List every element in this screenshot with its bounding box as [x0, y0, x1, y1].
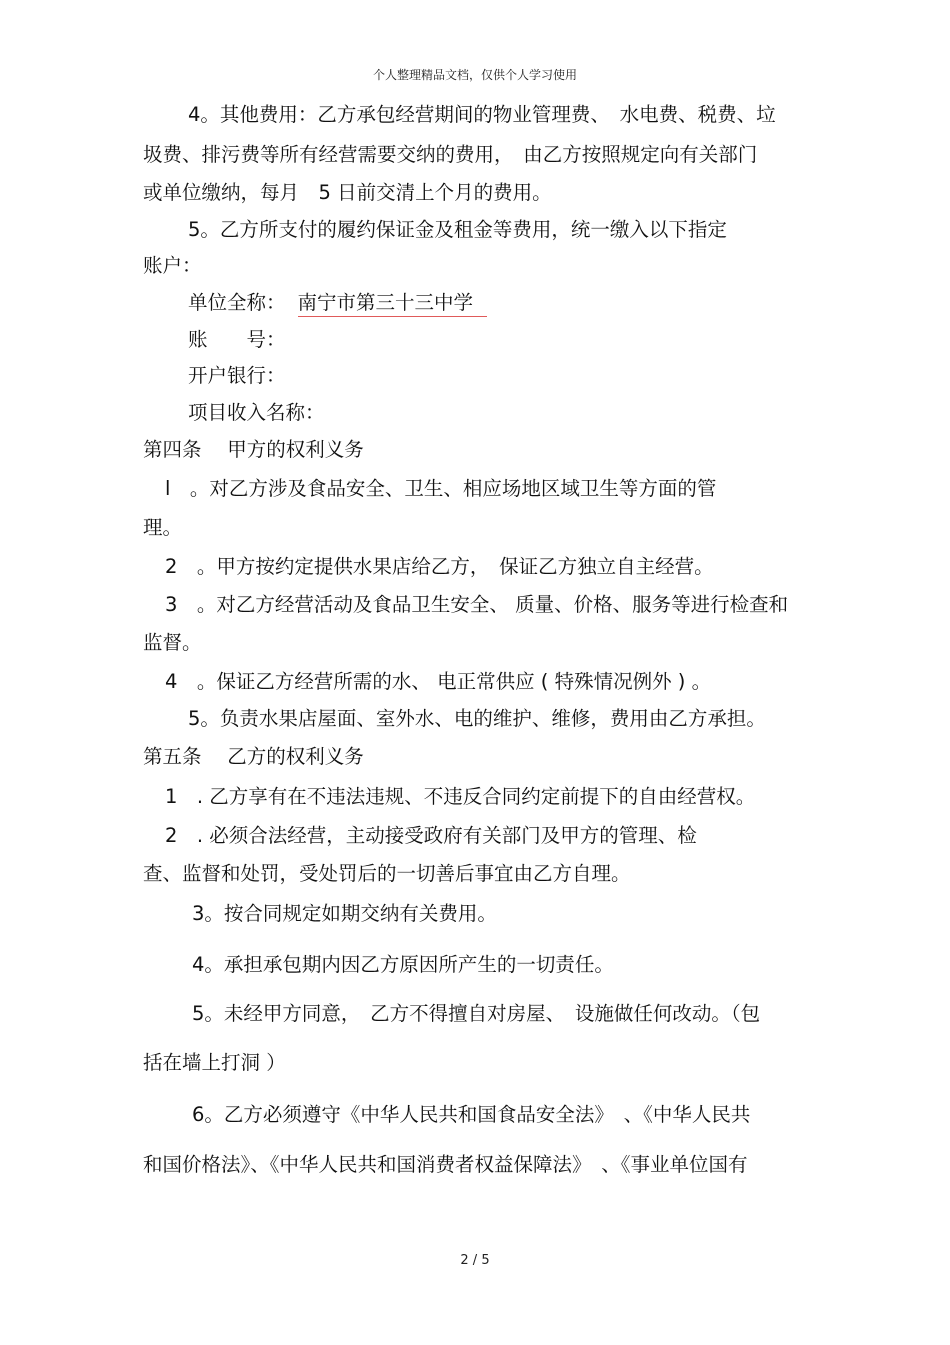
- paragraph-line: 4 。保证乙方经营所需的水、 电正常供应 ( 特殊情况例外 ) 。: [165, 670, 712, 693]
- paragraph-line: 1 . 乙方享有在不违法违规、不违反合同约定前提下的自由经营权。: [165, 785, 756, 808]
- project-income-label: 项目收入名称：: [188, 401, 325, 424]
- paragraph-line: 账户：: [143, 254, 202, 277]
- paragraph-line: 4。其他费用：乙方承包经营期间的物业管理费、 水电费、税费、垃: [188, 103, 776, 126]
- paragraph-line: 监督。: [143, 631, 202, 654]
- paragraph-line: 查、监督和处罚，受处罚后的一切善后事宜由乙方自理。: [143, 862, 631, 885]
- paragraph-line: 3。按合同规定如期交纳有关费用。: [192, 902, 497, 925]
- page-header-note: 个人整理精品文档，仅供个人学习使用: [372, 68, 577, 82]
- paragraph-line: l 。对乙方涉及食品安全、卫生、相应场地区域卫生等方面的管: [165, 477, 717, 500]
- paragraph-line: 或单位缴纳，每月 5 日前交清上个月的费用。: [143, 181, 552, 204]
- paragraph-line: 4。承担承包期内因乙方原因所产生的一切责任。: [192, 953, 614, 976]
- paragraph-line: 括在墙上打洞 ）: [143, 1051, 286, 1074]
- paragraph-line: 圾费、排污费等所有经营需要交纳的费用， 由乙方按照规定向有关部门: [143, 143, 758, 166]
- section-heading: 第五条 乙方的权利义务: [143, 745, 364, 768]
- paragraph-line: 3 。对乙方经营活动及食品卫生安全、 质量、价格、服务等进行检查和: [165, 593, 789, 616]
- account-unit-value: 南宁市第三十三中学: [298, 291, 488, 317]
- paragraph-line: 2 。甲方按约定提供水果店给乙方， 保证乙方独立自主经营。: [165, 555, 714, 578]
- paragraph-line: 理。: [143, 516, 183, 539]
- account-unit-row: [188, 291, 487, 315]
- paragraph-line: 5。负责水果店屋面、室外水、电的维护、维修，费用由乙方承担。: [188, 707, 766, 730]
- paragraph-line: 2 . 必须合法经营，主动接受政府有关部门及甲方的管理、检: [165, 824, 697, 847]
- paragraph-line: 和国价格法》、《中华人民共和国消费者权益保障法》 、《事业单位国有: [143, 1153, 748, 1176]
- page-number: 2 / 5: [460, 1253, 490, 1268]
- paragraph-line: 6。乙方必须遵守《中华人民共和国食品安全法》 、《中华人民共: [192, 1103, 751, 1126]
- account-unit-label: 单位全称：: [188, 291, 286, 314]
- section-heading: 第四条 甲方的权利义务: [143, 438, 364, 461]
- bank-label: 开户银行：: [188, 364, 286, 387]
- account-number-label: 账 号：: [188, 328, 286, 351]
- paragraph-line: 5。乙方所支付的履约保证金及租金等费用，统一缴入以下指定: [188, 218, 727, 241]
- paragraph-line: 5。未经甲方同意， 乙方不得擅自对房屋、 设施做任何改动。（包: [192, 1002, 761, 1025]
